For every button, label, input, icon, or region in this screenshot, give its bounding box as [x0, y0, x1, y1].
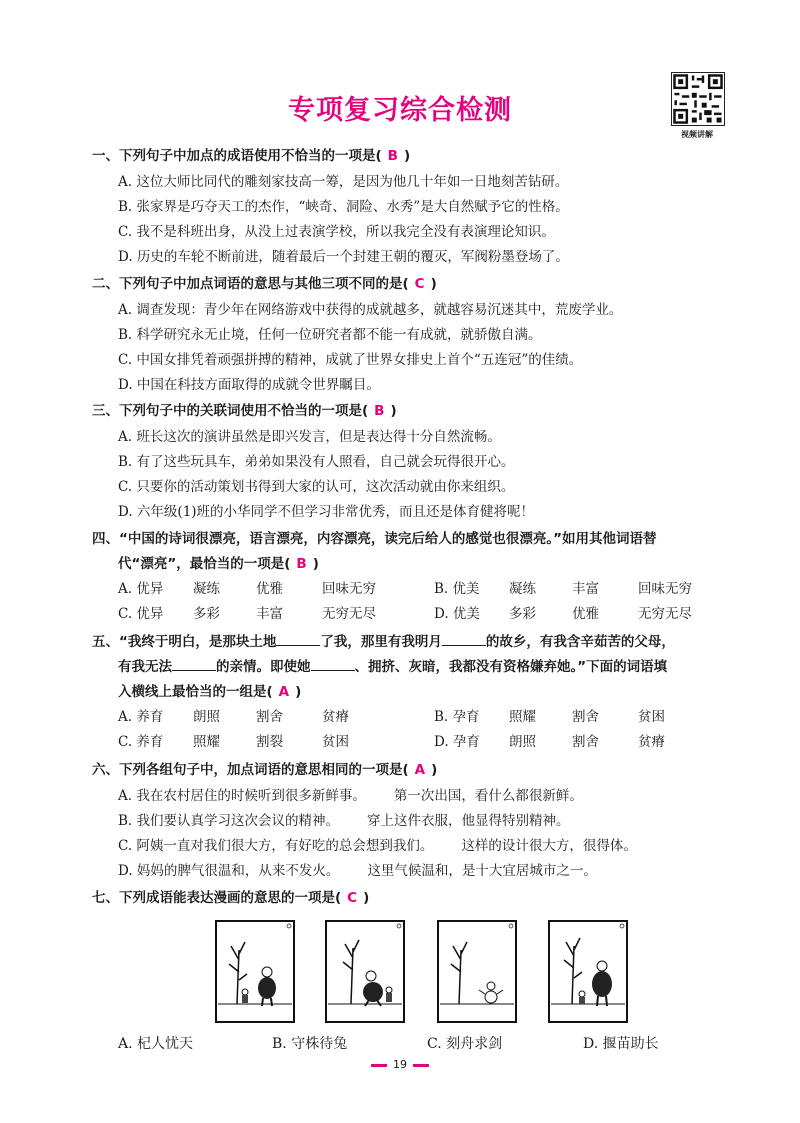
cartoon-panel-1 — [215, 920, 295, 1023]
option-line: B. 我们要认真学习这次会议的精神。 穿上这件衣服，他显得特别精神。 — [118, 813, 570, 829]
option-line: A. 调查发现：青少年在网络游戏中获得的成就越多，就越容易沉迷其中，荒废学业。 — [118, 302, 623, 318]
cartoon-panel-4 — [548, 920, 628, 1023]
option-row: A. 优异 凝练 优雅 回味无穷 B. 优美 凝练 丰富 回味无穷 — [118, 581, 692, 597]
option-line: B. 张家界是巧夺天工的杰作，“峡奇、洞险、水秀”是大自然赋予它的性格。 — [118, 199, 569, 215]
option-line: B. 有了这些玩具车，弟弟如果没有人照看，自己就会玩得很开心。 — [118, 454, 515, 470]
option-line: C. 中国女排凭着顽强拼搏的精神，成就了世界女排史上首个“五连冠”的佳绩。 — [118, 352, 583, 368]
answer-mark: C — [414, 276, 425, 292]
cartoon-caption-b: B. 守株待兔 — [272, 1036, 348, 1052]
fill-blank — [172, 658, 216, 671]
option-line: C. 阿姨一直对我们很大方，有好吃的总会想到我们。 这样的设计很大方，很得体。 — [118, 838, 637, 854]
question-6-stem: 六、下列各组句子中，加点词语的意思相同的一项是( A ) — [92, 762, 438, 778]
option-line: A. 班长这次的演讲虽然是即兴发言，但是表达得十分自然流畅。 — [118, 429, 501, 445]
fill-blank — [442, 633, 486, 646]
option-line: D. 六年级(1)班的小华同学不但学习非常优秀，而且还是体育健将呢！ — [118, 504, 535, 520]
option-row: C. 养育 照耀 割裂 贫困 D. 孕育 朗照 割舍 贫瘠 — [118, 734, 665, 750]
qr-code-icon — [671, 72, 725, 126]
qr-label: 视频讲解 — [681, 130, 713, 139]
option-line: C. 只要你的活动策划书得到大家的认可，这次活动就由你来组织。 — [118, 479, 515, 495]
cartoon-panel-3 — [437, 920, 517, 1023]
question-5-stem-cont: 有我无法 的亲情。即使她 、拥挤、灰暗，我都没有资格嫌弃她。”下面的词语填 — [118, 659, 668, 675]
question-4-stem: 四、“中国的诗词很漂亮，语言漂亮，内容漂亮，读完后给人的感觉也很漂亮。”如用其他词语替 — [92, 531, 657, 547]
question-5-stem: 五、“我终于明白，是那块土地 了我，那里有我明月 的故乡，有我含辛茹苦的父母， — [92, 634, 675, 650]
fill-blank — [276, 633, 320, 646]
option-row: A. 养育 朗照 割舍 贫瘠 B. 孕育 照耀 割舍 贫困 — [118, 709, 665, 725]
option-line: D. 妈妈的脾气很温和，从来不发火。 这里气候温和，是十大宜居城市之一。 — [118, 863, 597, 879]
cartoon-caption-d: D. 揠苗助长 — [583, 1036, 659, 1052]
question-7-stem: 七、下列成语能表达漫画的意思的一项是( C ) — [92, 890, 370, 906]
cartoon-panel-2 — [325, 920, 405, 1023]
page-number: 19 — [360, 1058, 440, 1071]
cartoon-caption-a: A. 杞人忧天 — [118, 1036, 194, 1052]
option-line: C. 我不是科班出身，从没上过表演学校，所以我完全没有表演理论知识。 — [118, 224, 555, 240]
option-line: D. 历史的车轮不断前进，随着最后一个封建王朝的覆灭，军阀粉墨登场了。 — [118, 249, 569, 265]
option-line: D. 中国在科技方面取得的成就令世界瞩目。 — [118, 377, 380, 393]
page-bar-right — [413, 1064, 429, 1067]
answer-mark: B — [374, 403, 385, 419]
question-3-stem: 三、下列句子中的关联词使用不恰当的一项是( B ) — [92, 403, 397, 419]
answer-mark: B — [296, 556, 307, 572]
fill-blank — [311, 658, 355, 671]
option-line: B. 科学研究永无止境，任何一位研究者都不能一有成就，就骄傲自满。 — [118, 327, 542, 343]
question-1-stem: 一、下列句子中加点的成语使用不恰当的一项是( B ) — [92, 148, 411, 164]
answer-mark: C — [347, 890, 358, 906]
page-bar-left — [371, 1064, 387, 1067]
page-title: 专项复习综合检测 — [288, 95, 512, 126]
option-line: A. 我在农村居住的时候听到很多新鲜事。 第一次出国，看什么都很新鲜。 — [118, 788, 583, 804]
answer-mark: A — [414, 762, 426, 778]
option-line: A. 这位大师比同代的雕刻家技高一筹，是因为他几十年如一日地刻苦钻研。 — [118, 174, 569, 190]
question-2-stem: 二、下列句子中加点词语的意思与其他三项不同的是( C ) — [92, 276, 437, 292]
answer-mark: B — [387, 148, 398, 164]
cartoon-caption-c: C. 刻舟求剑 — [427, 1036, 503, 1052]
question-4-stem-cont: 代“漂亮”，最恰当的一项是( B ) — [118, 556, 319, 572]
option-row: C. 优异 多彩 丰富 无穷无尽 D. 优美 多彩 优雅 无穷无尽 — [118, 606, 692, 622]
question-5-stem-end: 入横线上最恰当的一组是( A ) — [118, 684, 302, 700]
answer-mark: A — [278, 684, 290, 700]
